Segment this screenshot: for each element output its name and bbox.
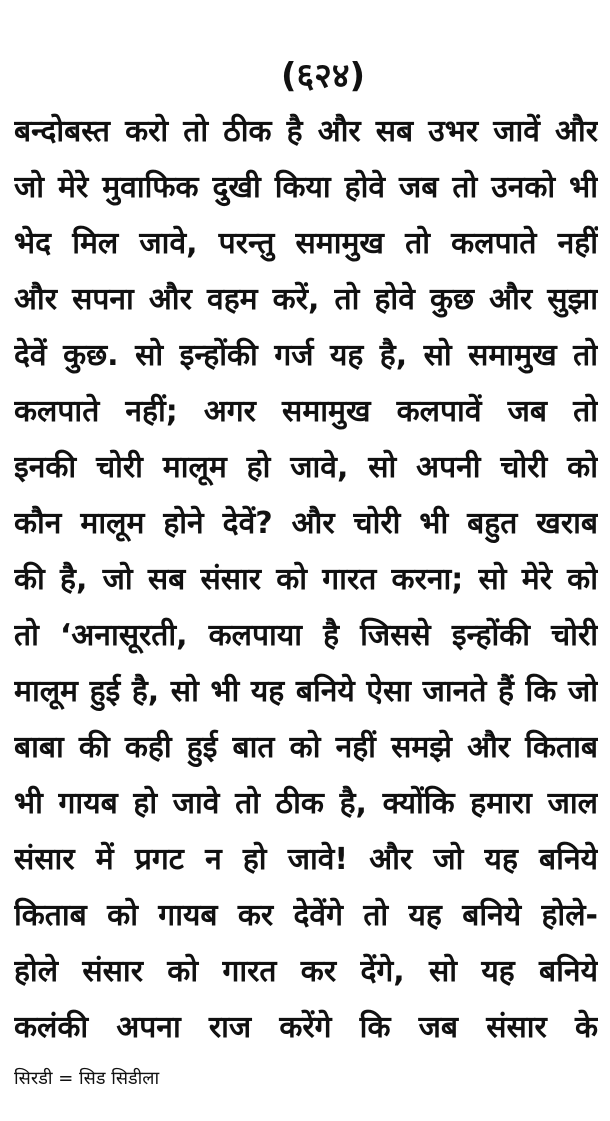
- text-line: कलंकी अपना राज करेंगे कि जब संसार के: [14, 1010, 598, 1045]
- text-line: संसार में प्रगट न हो जावे! और जो यह बनिये: [14, 842, 598, 877]
- text-line: भेद मिल जावे, परन्तु समामुख तो कलपाते नहीं: [14, 226, 598, 261]
- text-line: होले संसार को गारत कर देंगे, सो यह बनिये: [14, 954, 598, 989]
- text-line: कलपाते नहीं; अगर समामुख कलपावें जब तो: [14, 394, 598, 429]
- text-line: कौन मालूम होने देवें? और चोरी भी बहुत खराब: [14, 506, 598, 541]
- text-line: बन्दोबस्त करो तो ठीक है और सब उभर जावें और: [14, 114, 598, 149]
- text-line: मालूम हुई है, सो भी यह बनिये ऐसा जानते हैं कि जो: [14, 674, 598, 709]
- text-line: और सपना और वहम करें, तो होवे कुछ और सुझा: [14, 282, 598, 317]
- text-line: देवें कुछ. सो इन्होंकी गर्ज यह है, सो समामुख तो: [14, 338, 598, 373]
- text-line: तो ‘अनासूरती, कलपाया है जिससे इन्होंकी चोरी: [14, 618, 598, 653]
- text-line: जो मेरे मुवाफिक दुखी किया होवे जब तो उनको भी: [14, 170, 598, 205]
- text-line: की है, जो सब संसार को गारत करना; सो मेरे को: [14, 562, 598, 597]
- text-line: बाबा की कही हुई बात को नहीं समझे और किताब: [14, 730, 598, 765]
- page-number: (६२४): [280, 56, 366, 96]
- text-line: भी गायब हो जावे तो ठीक है, क्योंकि हमारा जाल: [14, 786, 598, 821]
- body-text: [14, 104, 598, 1056]
- text-line: इनकी चोरी मालूम हो जावे, सो अपनी चोरी को: [14, 450, 598, 485]
- text-line: किताब को गायब कर देवेंगे तो यह बनिये होले-: [14, 898, 598, 933]
- footnote: सिरडी = सिड सिडीला: [14, 1068, 160, 1089]
